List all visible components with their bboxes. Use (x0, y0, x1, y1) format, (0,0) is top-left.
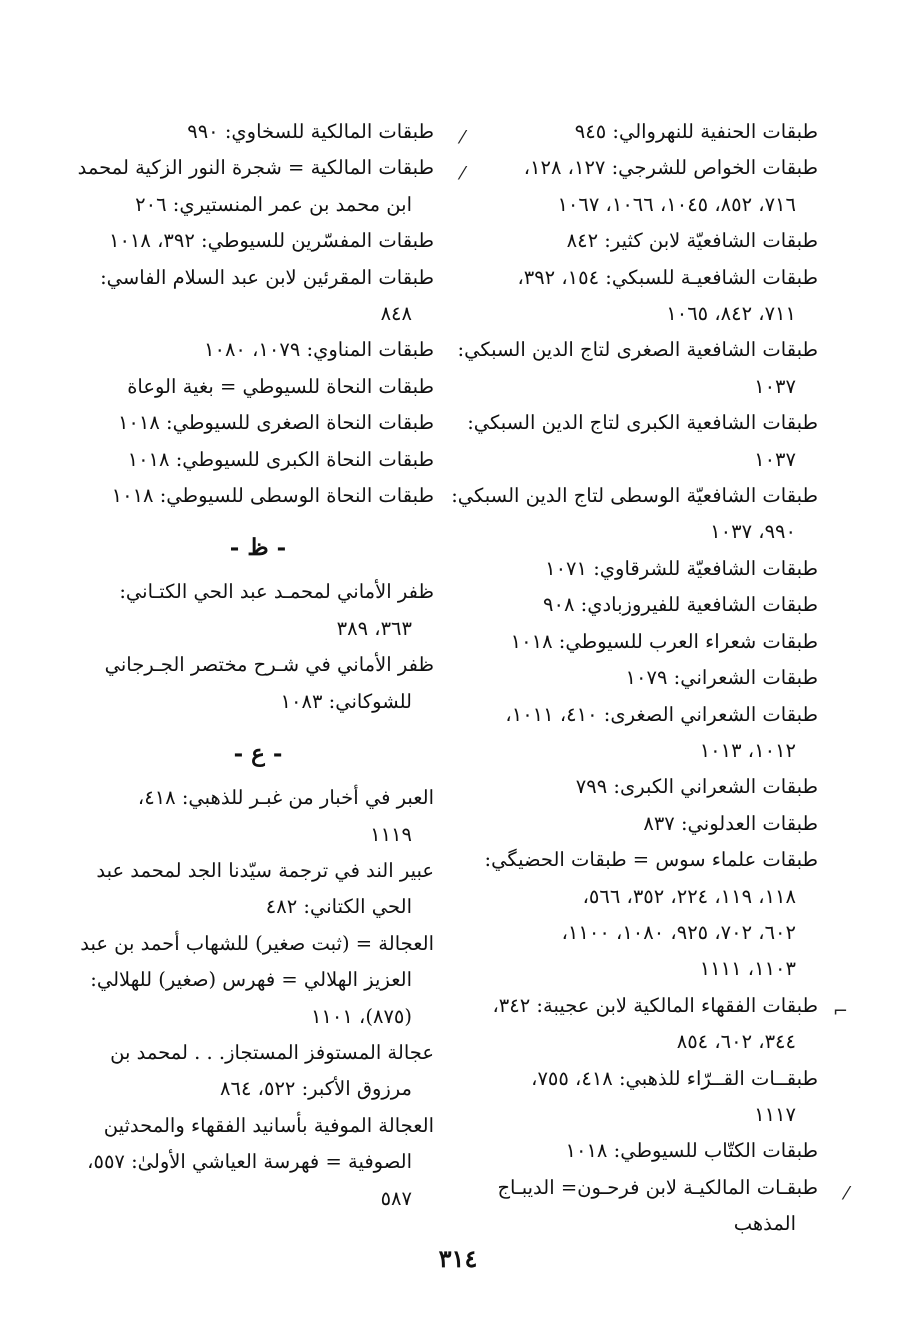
margin-check-mark: ⌐ (832, 1000, 848, 1022)
entry-title-line: طبقات المناوي: ١٠٧٩، ١٠٨٠ (204, 338, 434, 362)
entry-title-line: طبقات النحاة للسيوطي = بغية الوعاة (127, 374, 434, 398)
index-entry (458, 260, 818, 333)
index-entry (458, 150, 818, 223)
index-entry (458, 769, 818, 805)
entry-title-line: ظفر الأماني لمحمـد عبد الحي الكتـاني: (119, 580, 434, 604)
entry-title-line: طبقات الشعراني الكبرى: ٧٩٩ (575, 775, 818, 799)
index-entry (77, 150, 464, 223)
index-entry (82, 926, 434, 1035)
section-heading-ayn: - ع - (233, 740, 283, 768)
index-entry (82, 574, 434, 647)
entry-continuation-line: ١١١٩ (370, 822, 412, 846)
entry-title-line: طبقات الخواص للشرجي: ١٢٧، ١٢٨، (523, 156, 818, 180)
entry-continuation-line: ١٠٣٧ (754, 447, 796, 471)
entry-continuation-line: ٣٦٣، ٣٨٩ (336, 616, 412, 640)
section-za-entries (82, 574, 434, 720)
index-entry (82, 1108, 434, 1217)
index-entry (458, 697, 818, 770)
index-entry (458, 1170, 848, 1243)
index-entry (82, 405, 434, 441)
entry-continuation-line: ابن محمد بن عمر المنستيري: ٢٠٦ (135, 192, 412, 216)
entry-continuation-line: ٩٩٠، ١٠٣٧ (710, 520, 796, 544)
entry-title-line: طبقات العدلوني: ٨٣٧ (643, 811, 818, 835)
entry-title-line: طبقات علماء سوس = طبقات الحضيگي: (484, 848, 818, 872)
entry-continuation-line: العزيز الهلالي = فهرس (صغير) للهلالي: (90, 968, 412, 992)
index-entry (458, 332, 818, 405)
index-entry (458, 624, 818, 660)
entry-title-line: طبقات المقرئين لابن عبد السلام الفاسي: (100, 265, 434, 289)
index-entry (82, 442, 434, 478)
left-column-top-entries (77, 114, 464, 514)
right-column (451, 114, 848, 1243)
entry-continuation-line: ٦٠٢، ٧٠٢، ٩٢٥، ١٠٨٠، ١١٠٠، (561, 920, 796, 944)
index-entry (458, 660, 818, 696)
entry-title-line: طبقات الشافعيّة لابن كثير: ٨٤٢ (566, 229, 818, 253)
entry-continuation-line: للشوكاني: ١٠٨٣ (280, 689, 412, 713)
entry-title-line: عجالة المستوفز المستجاز. . . لمحمد بن (110, 1040, 434, 1064)
index-entry (82, 223, 434, 259)
entry-continuation-line: ١٠١٢، ١٠١٣ (699, 738, 796, 762)
page-number: ٣١٤ (438, 1244, 478, 1273)
entry-continuation-line: ١٠٣٧ (754, 374, 796, 398)
entry-continuation-line: ٧١٦، ٨٥٢، ١٠٤٥، ١٠٦٦، ١٠٦٧ (557, 192, 796, 216)
left-column (77, 114, 464, 1217)
index-entry (82, 853, 434, 926)
entry-title-line: طبقات شعراء العرب للسيوطي: ١٠١٨ (510, 629, 818, 653)
margin-check-mark: ⁄ (460, 127, 464, 148)
index-entry (458, 114, 818, 150)
index-entry (82, 780, 434, 853)
entry-continuation-line: (٨٧٥)، ١١٠١ (310, 1004, 412, 1028)
entry-continuation-line: مرزوق الأكبر: ٥٢٢، ٨٦٤ (220, 1077, 412, 1101)
entry-title-line: طبقات الشافعيّة الوسطى لتاج الدين السبكي: (451, 484, 818, 508)
index-entry (458, 988, 848, 1061)
index-entry (82, 478, 434, 514)
entry-title-line: عبير الند في ترجمة سيّدنا الجد لمحمد عبد (96, 858, 434, 882)
entry-title-line: طبقات الشافعيـة للسبكي: ١٥٤، ٣٩٢، (517, 265, 818, 289)
section-ayn-entries (82, 780, 434, 1217)
entry-title-line: طبقات المفسّرين للسيوطي: ٣٩٢، ١٠١٨ (108, 229, 434, 253)
index-entry (458, 1133, 818, 1169)
entry-continuation-line: ٧١١، ٨٤٢، ١٠٦٥ (666, 302, 796, 326)
entry-title-line: العبر في أخبار من غبـر للذهبي: ٤١٨، (137, 786, 434, 810)
entry-title-line: طبقات الشافعيّة للشرقاوي: ١٠٧١ (545, 556, 818, 580)
entry-continuation-line: ١١٠٣، ١١١١ (699, 957, 796, 981)
index-entry (458, 223, 818, 259)
index-entry (82, 369, 434, 405)
entry-continuation-line: ١١٨، ١١٩، ٢٢٤، ٣٥٢، ٥٦٦، (582, 884, 796, 908)
entry-title-line: طبقات الحنفية للنهروالي: ٩٤٥ (574, 120, 818, 143)
entry-title-line: طبقات المالكية للسخاوي: ٩٩٠ (187, 120, 434, 143)
index-entry (82, 114, 464, 150)
entry-title-line: طبقات المالكية = شجرة النور الزكية لمحمد (77, 156, 434, 180)
index-entry (458, 587, 818, 623)
entry-title-line: طبقات النحاة الكبرى للسيوطي: ١٠١٨ (127, 447, 434, 471)
index-entry (458, 405, 818, 478)
entry-continuation-line: ٥٨٧ (380, 1186, 412, 1210)
entry-title-line: طبقات الشافعية الصغرى لتاج الدين السبكي: (457, 338, 818, 362)
entry-continuation-line: المذهب (733, 1212, 796, 1236)
entry-continuation-line: ٣٤٤، ٦٠٢، ٨٥٤ (676, 1030, 796, 1054)
entry-continuation-line: ١١١٧ (754, 1102, 796, 1126)
index-entry (82, 1035, 434, 1108)
margin-check-mark: ⁄ (460, 163, 464, 185)
section-heading-za: - ظ - (229, 534, 287, 562)
entry-continuation-line: ٨٤٨ (380, 302, 412, 326)
index-entry (82, 260, 434, 333)
entry-title-line: طبقــات القــرّاء للذهبي: ٤١٨، ٧٥٥، (531, 1066, 818, 1090)
entry-title-line: طبقات الشافعية الكبرى لتاج الدين السبكي: (467, 411, 818, 435)
entry-title-line: طبقات الفقهاء المالكية لابن عجيبة: ٣٤٢، (492, 993, 818, 1017)
index-entry (458, 1061, 818, 1134)
entry-title-line: طبقات الشعراني: ١٠٧٩ (625, 666, 818, 690)
entry-continuation-line: الحي الكتاني: ٤٨٢ (265, 895, 412, 919)
index-entry (458, 551, 818, 587)
entry-title-line: طبقات الكتّاب للسيوطي: ١٠١٨ (565, 1139, 818, 1163)
entry-title-line: طبقات النحاة الصغرى للسيوطي: ١٠١٨ (117, 411, 434, 435)
index-entry (458, 806, 818, 842)
entry-title-line: العجالة الموفية بأسانيد الفقهاء والمحدثين (103, 1113, 434, 1137)
entry-title-line: طبقات الشعراني الصغرى: ٤١٠، ١٠١١، (505, 702, 818, 726)
index-entry (82, 647, 434, 720)
entry-title-line: طبقـات المالكيـة لابن فرحـون= الديبـاج (497, 1175, 818, 1199)
index-entry (458, 842, 818, 988)
entry-title-line: طبقات الشافعية للفيروزبادي: ٩٠٨ (543, 593, 818, 617)
index-entry (82, 332, 434, 368)
entry-title-line: العجالة = (ثبت صغير) للشهاب أحمد بن عبد (80, 931, 434, 955)
margin-check-mark: ⁄ (844, 1182, 848, 1204)
entry-continuation-line: الصوفية = فهرسة العياشي الأولىٰ: ٥٥٧، (87, 1150, 412, 1174)
index-entry (451, 478, 818, 551)
entry-title-line: ظفر الأماني في شـرح مختصر الجـرجاني (104, 653, 434, 677)
entry-title-line: طبقات النحاة الوسطى للسيوطي: ١٠١٨ (111, 484, 434, 508)
